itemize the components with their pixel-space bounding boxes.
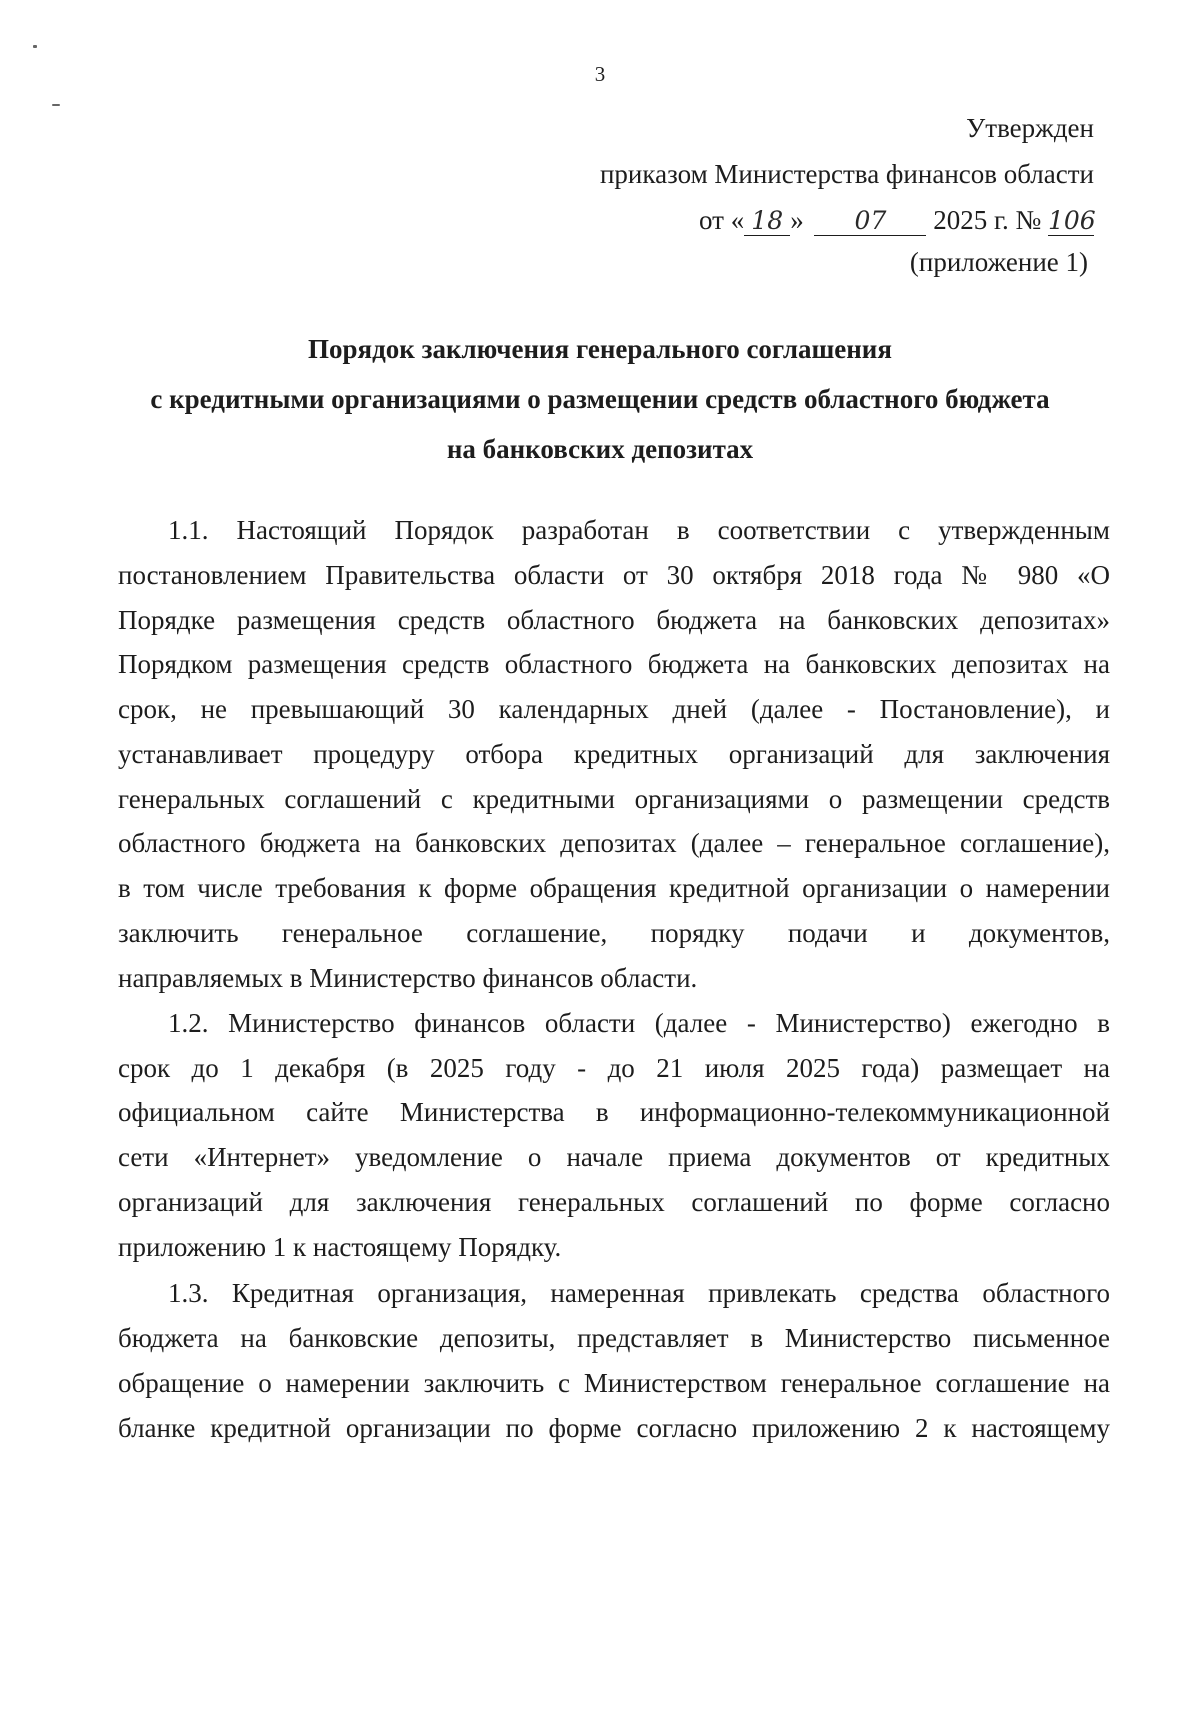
paragraph-line: 1.1. Настоящий Порядок разработан в соответствии с утвержденным [168,515,1110,545]
document-title-line-3: на банковских депозитах [446,434,754,464]
date-year: 2025 г. № [933,205,1042,235]
scan-speck [52,104,60,106]
paragraph-line: бюджета на банковские депозиты, представляет в Министерство письменное [118,1323,1110,1353]
paragraph-line: срок, не превышающий 30 календарных дней (далее - Постановление), и [118,694,1110,724]
paragraph-line: заключить генеральное соглашение, порядку подачи и документов, [118,918,1110,948]
approval-appendix: (приложение 1) [909,247,1088,277]
document-title-line-1: Порядок заключения генерального соглашения [308,334,892,364]
paragraph-line: Порядком размещения средств областного бюджета на банковских депозитах на [118,649,1110,679]
paragraph-line: генеральных соглашений с кредитными организациями о размещении средств [118,784,1110,814]
paragraph-line: срок до 1 декабря (в 2025 году - до 21 июля 2025 года) размещает на [118,1053,1110,1083]
page-number: 3 [594,62,606,86]
scan-speck [33,45,37,48]
paragraph-line: сети «Интернет» уведомление о начале приема документов от кредитных [118,1142,1110,1172]
paragraph-line: областного бюджета на банковских депозитах (далее – генеральное соглашение), [118,828,1110,858]
date-mid: » [790,205,804,235]
paragraph-line: постановлением Правительства области от 30 октября 2018 года № 980 «О [118,560,1110,590]
date-prefix: от « [699,205,745,235]
handwritten-number: 106 [1048,206,1096,235]
paragraph-line: официальном сайте Министерства в информационно-телекоммуникационной [118,1097,1110,1127]
approval-title: Утвержден [966,113,1094,143]
approval-order-line: приказом Министерства финансов области [599,159,1094,189]
handwritten-month: 07 [814,207,926,236]
paragraph-line: обращение о намерении заключить с Министерством генеральное соглашение на [118,1368,1110,1398]
document-title-line-2: с кредитными организациями о размещении средств областного бюджета [150,384,1050,414]
paragraph-line: устанавливает процедуру отбора кредитных организаций для заключения [118,739,1110,769]
paragraph-line: организаций для заключения генеральных соглашений по форме согласно [118,1187,1110,1217]
paragraph-line: 1.2. Министерство финансов области (далее - Министерство) ежегодно в [168,1008,1110,1038]
paragraph-line: направляемых в Министерство финансов области. [118,963,698,993]
paragraph-line: 1.3. Кредитная организация, намеренная привлекать средства областного [168,1278,1110,1308]
approval-date-line [699,200,1094,240]
paragraph-line: бланке кредитной организации по форме согласно приложению 2 к настоящему [118,1413,1110,1443]
handwritten-day: 18 [744,207,790,236]
paragraph-line: в том числе требования к форме обращения кредитной организации о намерении [118,873,1110,903]
paragraph-line: приложению 1 к настоящему Порядку. [118,1232,562,1262]
paragraph-line: Порядке размещения средств областного бюджета на банковских депозитах» [118,605,1110,635]
